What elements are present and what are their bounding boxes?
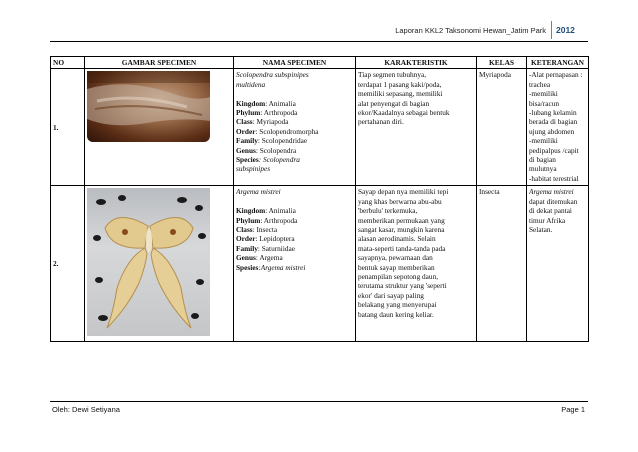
header-rule xyxy=(50,41,588,42)
species-name-line: Argema mistrei xyxy=(236,187,281,197)
note-line: pedipalpus /capit xyxy=(529,145,579,155)
species-name-line: Scolopendra subspinipes xyxy=(236,70,309,80)
specimen-name-cell xyxy=(234,186,356,342)
note-line: -lubang kelamin xyxy=(529,108,577,118)
note-line: -habitat terestrial xyxy=(529,173,579,183)
characteristic-line: ekor' dari sayap paling xyxy=(358,290,424,300)
characteristic-line: sangat kasar, mungkin karena xyxy=(358,225,445,235)
characteristic-line: belakang yang menyerupai xyxy=(358,300,437,310)
header-title: Laporan KKL2 Taksonomi Hewan_Jatim Park xyxy=(395,26,546,35)
characteristic-line: Sayap depan nya memiliki tepi xyxy=(358,187,449,197)
characteristic-line: penampilan sepotong daun, xyxy=(358,272,439,282)
taxon-order: Order: Lepidoptera xyxy=(236,234,295,244)
row-number: 1. xyxy=(51,69,85,186)
note-line: trachea xyxy=(529,79,551,89)
footer-page-number: Page 1 xyxy=(561,405,585,414)
row-number: 2. xyxy=(51,186,85,342)
notes-cell xyxy=(527,69,589,186)
taxon-species: Spesies:Argema mistrei xyxy=(236,262,306,272)
column-header-no: NO xyxy=(51,57,85,69)
taxon-kingdom: Kingdom: Animalia xyxy=(236,98,296,108)
moth-illustration xyxy=(87,188,210,336)
note-line: Selatan. xyxy=(529,225,553,235)
characteristic-line: yang khas berwarna abu-abu xyxy=(358,196,442,206)
column-header-gambar: GAMBAR SPECIMEN xyxy=(85,57,234,69)
centipede-illustration xyxy=(87,71,210,142)
specimen-name-cell xyxy=(234,69,356,186)
taxon-species: Species: Scolopendra xyxy=(236,155,300,165)
footer-author: Oleh: Dewi Setiyana xyxy=(52,405,120,414)
note-line: di bagian xyxy=(529,155,556,165)
note-line: -memiliki xyxy=(529,89,558,99)
header-year: 2012 xyxy=(556,25,575,35)
footer-rule xyxy=(50,401,588,402)
taxon-family: Family: Scolopendridae xyxy=(236,136,308,146)
table-row xyxy=(51,186,589,342)
table-row xyxy=(51,69,589,186)
note-line: -Alat pernapasan : xyxy=(529,70,583,80)
specimen-image-cell xyxy=(85,69,234,186)
centipede-specimen-photo xyxy=(87,71,210,142)
column-header-nama: NAMA SPECIMEN xyxy=(234,57,356,69)
characteristic-line: terutama struktur yang 'seperti xyxy=(358,281,447,291)
taxon-genus: Genus: Argema xyxy=(236,253,283,263)
characteristic-line: alasan aerodinamis. Selain xyxy=(358,234,436,244)
specimen-table xyxy=(50,56,589,342)
class-cell: Insecta xyxy=(477,186,527,342)
taxon-class: Class: Insecta xyxy=(236,225,278,235)
note-line: ujung abdomen xyxy=(529,126,575,136)
notes-cell xyxy=(527,186,589,342)
note-line: timur Afrika xyxy=(529,215,566,225)
characteristic-line: terdapat 1 pasang kaki/poda, xyxy=(358,79,442,89)
note-line: berada di bagian xyxy=(529,117,578,127)
note-line: Argema mistrei xyxy=(529,187,574,197)
characteristic-line: ekor/Kaadalnya sebagai bentuk xyxy=(358,108,450,118)
note-line: bisa/racun xyxy=(529,98,559,108)
characteristic-line: mata-seperti tanda-tanda pada xyxy=(358,243,446,253)
taxon-species-cont: subspinipes xyxy=(236,164,271,174)
characteristic-line: pertahanan diri. xyxy=(358,117,404,127)
characteristic-line: 'berbulu' terkemuka, xyxy=(358,206,418,216)
taxon-class: Class: Myriapoda xyxy=(236,117,289,127)
note-line: mulutnya xyxy=(529,164,557,174)
note-line: di dekat pantai xyxy=(529,206,572,216)
taxon-family: Family: Saturniidae xyxy=(236,243,295,253)
characteristic-line: Tiap segmen tubuhnya, xyxy=(358,70,427,80)
taxon-kingdom: Kingdom: Animalia xyxy=(236,206,296,216)
taxon-order: Order: Scolopendromorpha xyxy=(236,126,319,136)
column-header-karakteristik: KARAKTERISTIK xyxy=(356,57,477,69)
taxon-phylum: Phylum: Arthropoda xyxy=(236,215,298,225)
moth-specimen-photo xyxy=(87,188,210,336)
note-line: -memiliki xyxy=(529,136,558,146)
characteristic-cell xyxy=(356,186,477,342)
table-header-row xyxy=(51,57,589,69)
column-header-keterangan: KETERANGAN xyxy=(527,57,589,69)
note-line: dapat ditemukan xyxy=(529,196,578,206)
taxon-genus: Genus: Scolopendra xyxy=(236,145,297,155)
characteristic-line: bentuk sayap memberikan xyxy=(358,262,435,272)
header-separator xyxy=(551,21,552,39)
specimen-image-cell xyxy=(85,186,234,342)
species-name-line: multidena xyxy=(236,79,266,89)
class-cell: Myriapoda xyxy=(477,69,527,186)
characteristic-line: memberikan permukaan yang xyxy=(358,215,445,225)
specimen-table-wrapper xyxy=(50,56,588,342)
column-header-kelas: KELAS xyxy=(477,57,527,69)
taxon-phylum: Phylum: Arthropoda xyxy=(236,108,298,118)
characteristic-line: sayapnya, pewarnaan dan xyxy=(358,253,433,263)
characteristic-line: batang daun kering keliar. xyxy=(358,309,434,319)
characteristic-cell xyxy=(356,69,477,186)
characteristic-line: alat penyengat di bagian xyxy=(358,98,430,108)
characteristic-line: memiliki sepasang, memiliki xyxy=(358,89,443,99)
